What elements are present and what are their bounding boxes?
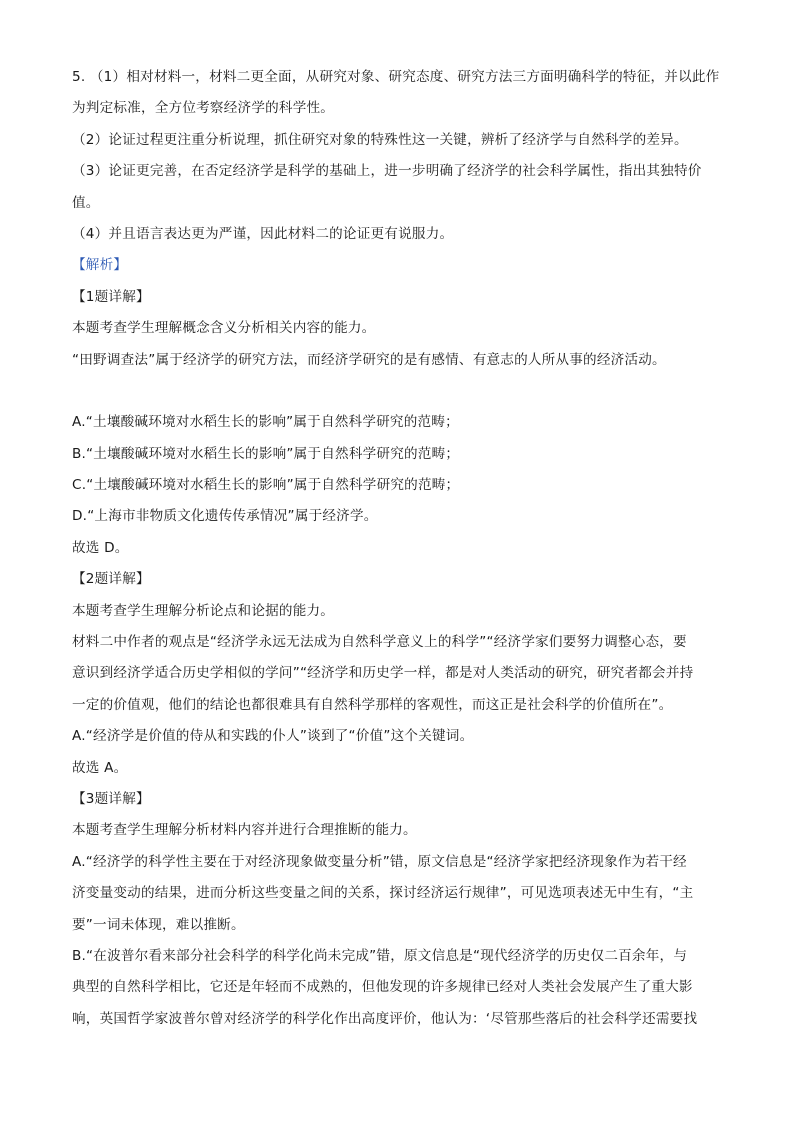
q3-option-a-line-1: A.“经济学的科学性主要在于对经济现象做变量分析”错，原文信息是“经济学家把经济现象作为若干经 (72, 853, 687, 870)
answer-5-point-2: （2）论证过程更注重分析说理，抓住研究对象的特殊性这一关键，辨析了经济学与自然科学的差异。 (72, 131, 688, 148)
q3-option-b-line-3: 响，英国哲学家波普尔曾对经济学的科学化作出高度评价，他认为：‘尽管那些落后的社会科学还需要找 (72, 1010, 698, 1027)
q1-heading: 【1题详解】 (72, 288, 150, 305)
q2-answer: 故选 A。 (72, 759, 128, 776)
document-page (72, 62, 732, 1035)
answer-5-point-4: （4）并且语言表达更为严谨，因此材料二的论证更有说服力。 (72, 225, 454, 242)
answer-5-line-2: 为判定标准，全方位考察经济学的科学性。 (72, 100, 335, 117)
q2-option-a: A.“经济学是价值的侍从和实践的仆人”谈到了“价值”这个关键词。 (72, 728, 474, 745)
q2-explanation-line-3: 一定的价值观，他们的结论也都很难具有自然科学那样的客观性，而这正是社会科学的价值所在”。 (72, 696, 673, 713)
q3-option-b-line-2: 典型的自然科学相比，它还是年轻而不成熟的，但他发现的许多规律已经对人类社会发展产生了重大影 (72, 979, 693, 996)
q3-heading: 【3题详解】 (72, 790, 150, 807)
q3-intro: 本题考查学生理解分析材料内容并进行合理推断的能力。 (72, 822, 417, 839)
q2-explanation-line-1: 材料二中作者的观点是“经济学永远无法成为自然科学意义上的科学”“经济学家们要努力调整心态，要 (72, 634, 687, 651)
answer-5-line-1: 5. （1）相对材料一，材料二更全面，从研究对象、研究态度、研究方法三方面明确科学的特征，并以此作 (72, 69, 720, 85)
q3-option-a-line-3: 要”一词未体现，难以推断。 (72, 916, 245, 933)
answer-5-point-3-line-1: （3）论证更完善，在否定经济学是科学的基础上，进一步明确了经济学的社会科学属性，指出其独特价 (72, 163, 702, 180)
q2-explanation-line-2: 意识到经济学适合历史学相似的学问”“经济学和历史学一样，都是对人类活动的研究，研究者都会并持 (72, 665, 694, 682)
q2-intro: 本题考查学生理解分析论点和论据的能力。 (72, 602, 335, 619)
q2-heading: 【2题详解】 (72, 571, 150, 588)
q1-option-a: A.“土壤酸碱环境对水稻生长的影响”属于自然科学研究的范畴； (72, 414, 459, 431)
q3-option-a-line-2: 济变量变动的结果，进而分析这些变量之间的关系，探讨经济运行规律”，可见选项表述无中生有，“主 (72, 885, 694, 902)
answer-5-point-3-line-2: 值。 (72, 194, 100, 211)
q1-intro: 本题考查学生理解概念含义分析相关内容的能力。 (72, 320, 376, 337)
blank-line (72, 376, 732, 407)
q1-explanation: “田野调查法”属于经济学的研究方法，而经济学研究的是有感情、有意志的人所从事的经济活动。 (72, 351, 666, 368)
q1-option-c: C.“土壤酸碱环境对水稻生长的影响”属于自然科学研究的范畴； (72, 477, 460, 494)
q1-option-d: D.“上海市非物质文化遗传传承情况”属于经济学。 (72, 508, 378, 525)
q1-option-b: B.“土壤酸碱环境对水稻生长的影响”属于自然科学研究的范畴； (72, 445, 460, 462)
analysis-heading: 【解析】 (72, 257, 128, 274)
q3-option-b-line-1: B.“在波普尔看来部分社会科学的科学化尚未完成”错，原文信息是“现代经济学的历史仅二百余年，与 (72, 947, 688, 964)
q1-answer: 故选 D。 (72, 539, 129, 556)
